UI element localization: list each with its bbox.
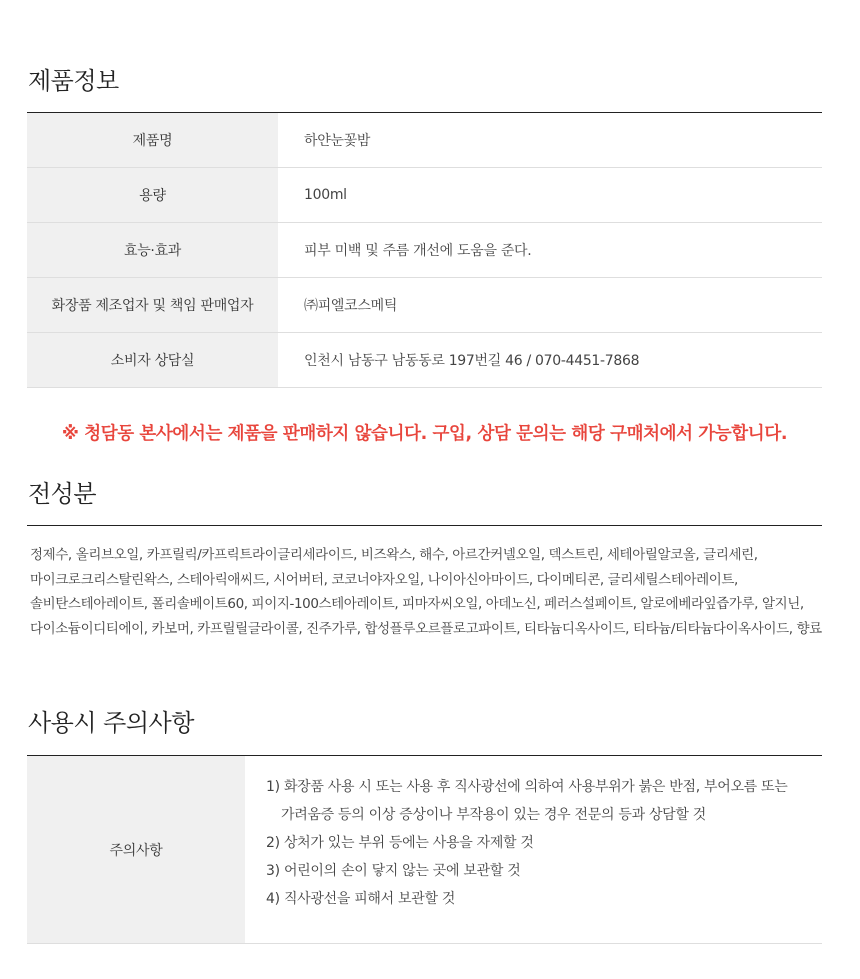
caution-item-1 — [266, 773, 812, 829]
caution-list — [245, 756, 822, 944]
product-name-label: 제품명 — [27, 113, 278, 168]
caution-item-3 — [266, 857, 812, 885]
ingredients-title: 전성분 — [28, 480, 97, 508]
caution-item-text: 화장품 사용 시 또는 사용 후 직사광선에 의하여 사용부위가 붉은 반점, 부어오름 또는 — [283, 779, 788, 795]
caution-item-text: 직사광선을 피해서 보관할 것 — [283, 891, 456, 907]
caution-section — [27, 708, 822, 738]
caution-item-number: 1) — [266, 779, 280, 795]
product-info-table-wrap — [27, 112, 822, 388]
product-info-title: 제품정보 — [28, 67, 119, 95]
caution-item-number: 4) — [266, 891, 280, 907]
manufacturer-value: ㈜피엘코스메틱 — [278, 278, 822, 333]
product-info-table — [27, 113, 822, 388]
table-row — [27, 756, 822, 944]
caution-item-4 — [266, 885, 812, 913]
caution-table — [27, 756, 822, 944]
caution-item-text: 상처가 있는 부위 등에는 사용을 자제할 것 — [283, 835, 534, 851]
caution-title: 사용시 주의사항 — [28, 709, 194, 737]
consumer-center-value: 인천시 남동구 남동동로 197번길 46 / 070-4451-7868 — [278, 333, 822, 388]
product-name-value: 하얀눈꽃밤 — [278, 113, 822, 168]
efficacy-label: 효능·효과 — [27, 223, 278, 278]
table-row — [27, 113, 822, 168]
volume-label: 용량 — [27, 168, 278, 223]
volume-value: 100ml — [278, 168, 822, 223]
table-row — [27, 278, 822, 333]
product-info-section — [27, 66, 822, 96]
caution-label: 주의사항 — [27, 756, 245, 944]
ingredients-section — [27, 479, 822, 509]
caution-item-number: 2) — [266, 835, 280, 851]
caution-table-wrap — [27, 755, 822, 944]
table-row — [27, 223, 822, 278]
efficacy-value: 피부 미백 및 주름 개선에 도움을 준다. — [278, 223, 822, 278]
caution-item-text: 어린이의 손이 닿지 않는 곳에 보관할 것 — [283, 863, 521, 879]
ingredients-body — [27, 525, 822, 641]
ingredients-text: 정제수, 올리브오일, 카프릴릭/카프릭트라이글리세라이드, 비즈왁스, 해수, 아르간커넬오일, 덱스트린, 세테아릴알코올, 글리세린, 마이크로크리스탈린왁스, 스테아릭애씨드, 시어버터, 코코너야자오일, 나이아신아마이드, 다이메티콘, 글리세릴스테아레이트, 솔비탄스테아레이트, 폴리솔베이트60, 피이지-100스테아레이트, 피마자씨오일, 아데노신, 페러스설페이트, 알로에베라잎즙가루, 알지닌, 다이소듐이디티에이, 카보머, 카프릴릴글라이콜, 진주가루, 합성플루오르플로고파이트, 티타늄디옥사이드, 티타늄/티타늄다이옥사이드, 향료 — [30, 547, 822, 637]
sales-notice: ※ 청담동 본사에서는 제품을 판매하지 않습니다. 구입, 상담 문의는 해당 구매처에서 가능합니다. — [61, 424, 788, 444]
consumer-center-label: 소비자 상담실 — [27, 333, 278, 388]
table-row — [27, 333, 822, 388]
table-row — [27, 168, 822, 223]
caution-item-2 — [266, 829, 812, 857]
caution-item-text-continued: 가려움증 등의 이상 증상이나 부작용이 있는 경우 전문의 등과 상담할 것 — [281, 807, 706, 823]
manufacturer-label: 화장품 제조업자 및 책임 판매업자 — [27, 278, 278, 333]
caution-item-number: 3) — [266, 863, 280, 879]
